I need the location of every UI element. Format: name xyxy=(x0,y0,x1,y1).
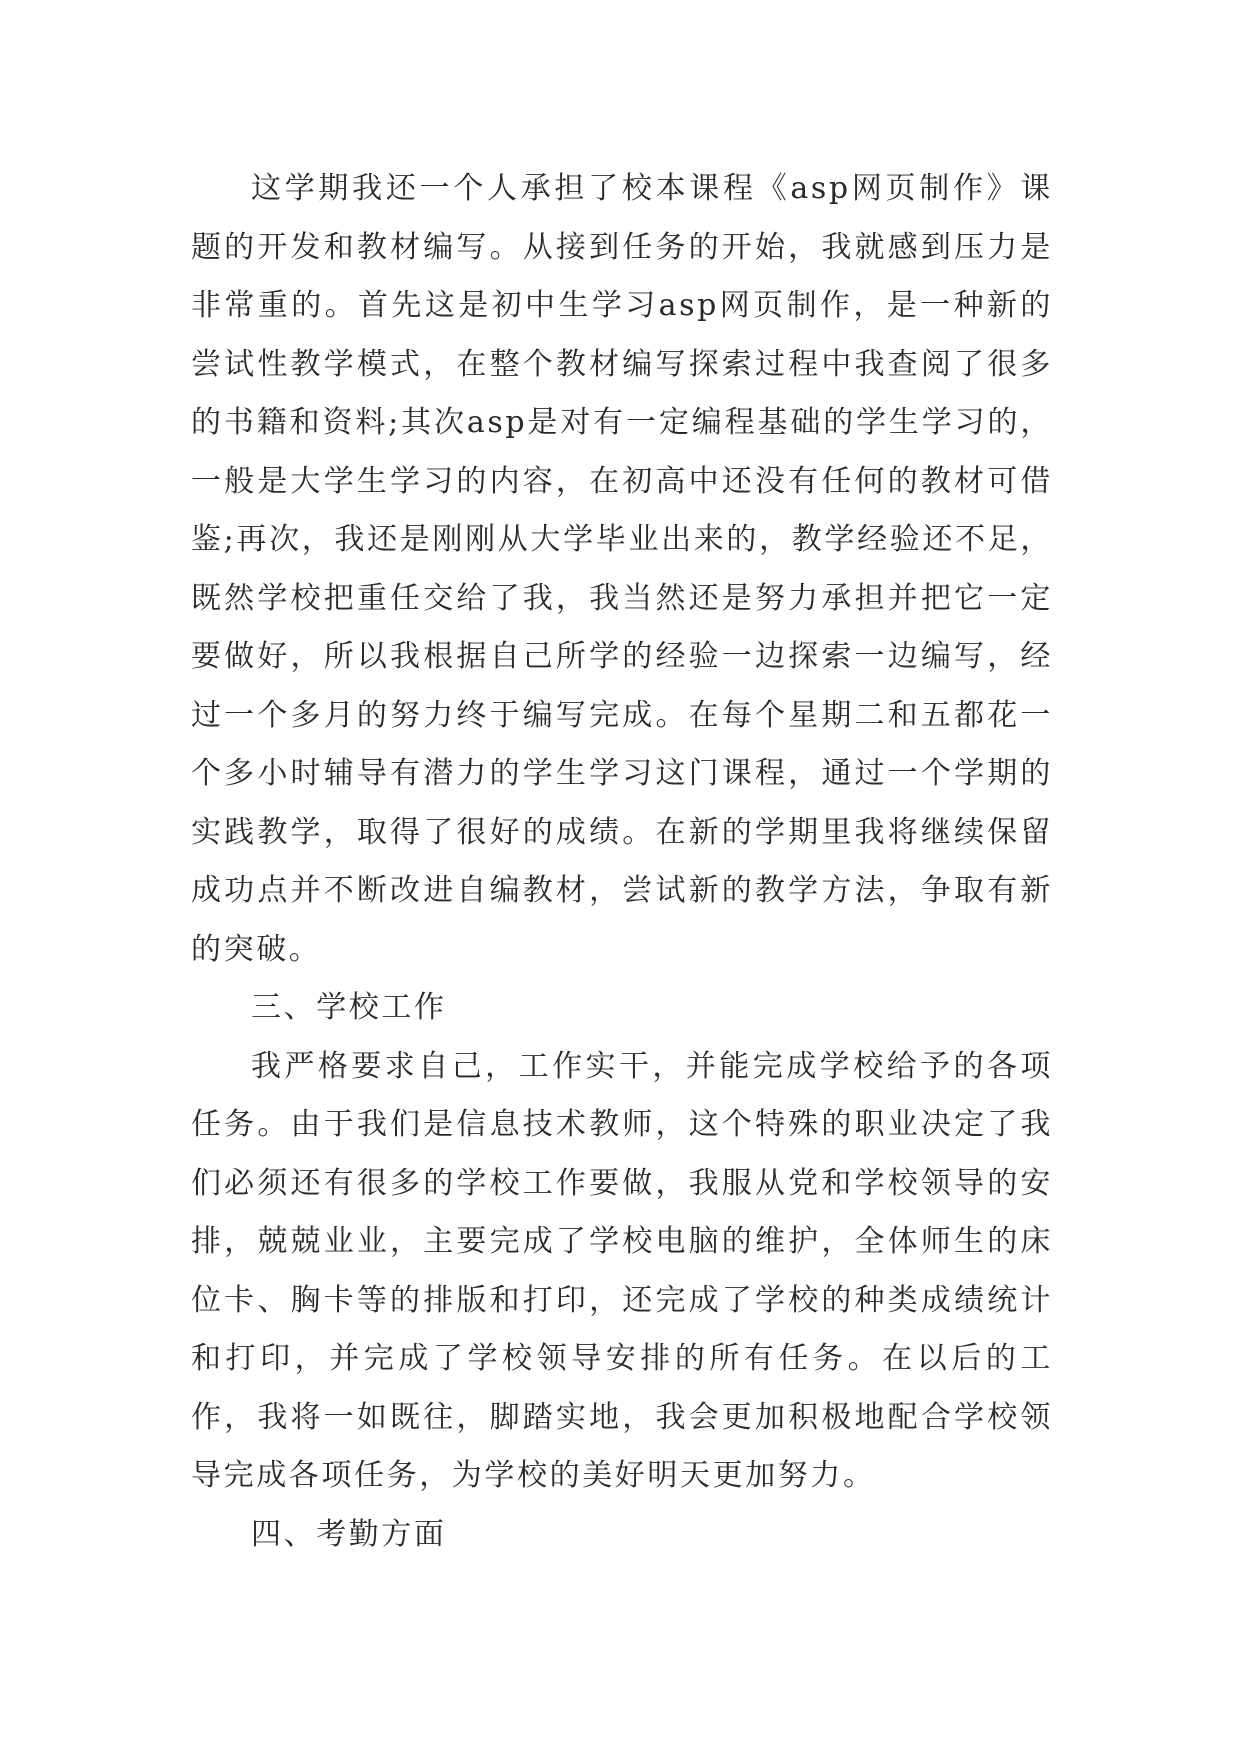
paragraph-asp-course: 这学期我还一个人承担了校本课程《asp网页制作》课题的开发和教材编写。从接到任务的开始，我就感到压力是非常重的。首先这是初中生学习asp网页制作，是一种新的尝试性教学模式，在整个教材编写探索过程中我查阅了很多的书籍和资料;其次asp是对有一定编程基础的学生学习的，一般是大学生学习的内容，在初高中还没有任何的教材可借鉴;再次，我还是刚刚从大学毕业出来的，教学经验还不足，既然学校把重任交给了我，我当然还是努力承担并把它一定要做好，所以我根据自己所学的经验一边探索一边编写，经过一个多月的努力终于编写完成。在每个星期二和五都花一个多小时辅导有潜力的学生学习这门课程，通过一个学期的实践教学，取得了很好的成绩。在新的学期里我将继续保留成功点并不断改进自编教材，尝试新的教学方法，争取有新的突破。 xyxy=(191,171,1053,967)
section-heading-school-work: 三、学校工作 xyxy=(251,990,447,1025)
paragraph-school-work: 我严格要求自己，工作实干，并能完成学校给予的各项任务。由于我们是信息技术教师，这个特殊的职业决定了我们必须还有很多的学校工作要做，我服从党和学校领导的安排，兢兢业业，主要完成了学校电脑的维护，全体师生的床位卡、胸卡等的排版和打印，还完成了学校的种类成绩统计和打印，并完成了学校领导安排的所有任务。在以后的工作，我将一如既往，脚踏实地，我会更加积极地配合学校领导完成各项任务，为学校的美好明天更加努力。 xyxy=(191,1048,1053,1493)
document-body xyxy=(191,160,1053,1564)
section-heading-attendance: 四、考勤方面 xyxy=(251,1516,447,1552)
